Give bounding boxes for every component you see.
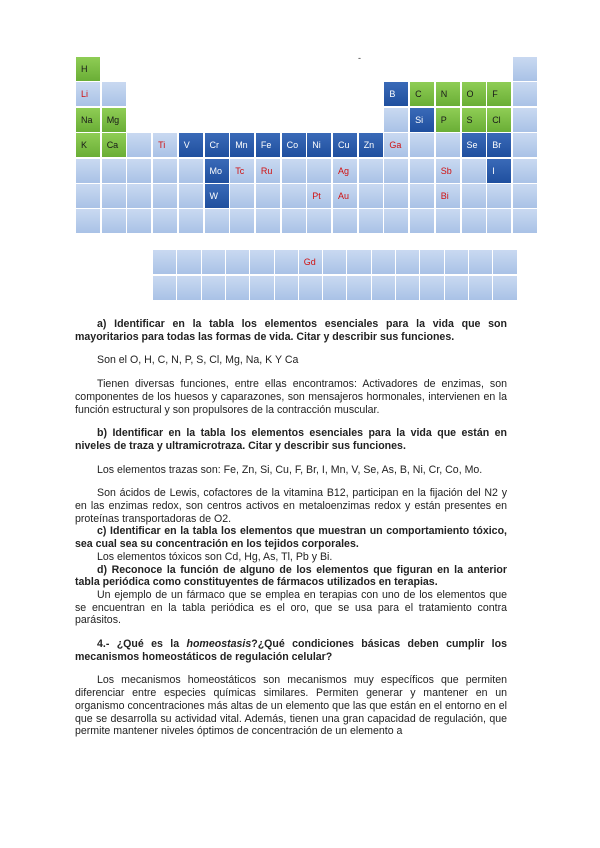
question-4 (75, 638, 507, 663)
element-b: B (383, 81, 409, 107)
empty-cell (249, 275, 275, 301)
element-na: Na (75, 107, 101, 133)
element-p: P (435, 107, 461, 133)
element-s: S (461, 107, 487, 133)
empty-cell (281, 208, 307, 234)
empty-cell (201, 275, 227, 301)
empty-cell (461, 208, 487, 234)
empty-cell (178, 158, 204, 184)
empty-cell (152, 275, 178, 301)
answer-c: Los elementos tóxicos son Cd, Hg, As, Tl, Pb y Bi. (97, 550, 333, 563)
empty-cell (322, 275, 348, 301)
empty-cell (383, 208, 409, 234)
element-mg: Mg (101, 107, 127, 133)
empty-cell (492, 249, 518, 275)
empty-cell (492, 275, 518, 301)
element-au: Au (332, 183, 358, 209)
empty-cell (444, 249, 470, 275)
empty-cell (461, 183, 487, 209)
empty-cell (435, 208, 461, 234)
empty-cell (201, 249, 227, 275)
stray-dash: - (358, 53, 361, 63)
q4-suffix: ?¿Qué condiciones básicas deben cumplir los mecanismos homeostáticos de regulación celular? (75, 638, 507, 663)
empty-cell (225, 275, 251, 301)
element-mn: Mn (229, 132, 255, 158)
empty-cell (229, 208, 255, 234)
empty-cell (383, 107, 409, 133)
empty-cell (409, 208, 435, 234)
empty-cell (281, 183, 307, 209)
empty-cell (383, 183, 409, 209)
question-c: c) Identificar en la tabla los elementos que muestran un comportamiento tóxico, sea cual sea su concentración en los tejidos corporales. (75, 525, 507, 551)
empty-cell (75, 208, 101, 234)
empty-cell (512, 81, 538, 107)
element-zn: Zn (358, 132, 384, 158)
element-f: F (486, 81, 512, 107)
empty-cell (512, 132, 538, 158)
answer-4: Los mecanismos homeostáticos son mecanismos muy específicos que permiten diferenciar entre especies químicas similares. Permiten generar y mantener en un organismo concentraciones más altas de un elemento que las que están en el entorno en el que se desarrolla su actividad vital. Además, tienen una gran capacidad de regulación, que permite mantener niveles óptimos de concentración de un elemento a (75, 674, 507, 738)
empty-cell (126, 208, 152, 234)
q4-prefix: 4.- ¿Qué es la (97, 638, 187, 651)
empty-cell (409, 183, 435, 209)
element-cl: Cl (486, 107, 512, 133)
element-sb: Sb (435, 158, 461, 184)
empty-cell (152, 158, 178, 184)
empty-cell (306, 208, 332, 234)
empty-cell (346, 275, 372, 301)
element-gd: Gd (298, 249, 324, 275)
empty-cell (152, 249, 178, 275)
empty-cell (322, 249, 348, 275)
empty-cell (176, 249, 202, 275)
empty-cell (358, 158, 384, 184)
q4-italic-term: homeostasis (186, 638, 252, 651)
element-v: V (178, 132, 204, 158)
empty-cell (435, 132, 461, 158)
empty-cell (419, 249, 445, 275)
element-br: Br (486, 132, 512, 158)
empty-cell (274, 275, 300, 301)
empty-cell (358, 183, 384, 209)
empty-cell (332, 208, 358, 234)
empty-cell (358, 208, 384, 234)
empty-cell (255, 208, 281, 234)
answer-a-elements: Son el O, H, C, N, P, S, Cl, Mg, Na, K Y Ca (97, 354, 299, 367)
empty-cell (409, 158, 435, 184)
empty-cell (371, 249, 397, 275)
element-li: Li (75, 81, 101, 107)
empty-cell (249, 249, 275, 275)
empty-cell (306, 158, 332, 184)
empty-cell (229, 183, 255, 209)
empty-cell (101, 208, 127, 234)
element-ni: Ni (306, 132, 332, 158)
element-fe: Fe (255, 132, 281, 158)
empty-cell (178, 183, 204, 209)
empty-cell (512, 208, 538, 234)
empty-cell (298, 275, 324, 301)
empty-cell (512, 56, 538, 82)
empty-cell (468, 275, 494, 301)
element-i: I (486, 158, 512, 184)
element-mo: Mo (204, 158, 230, 184)
answer-d: Un ejemplo de un fármaco que se emplea en terapias con uno de los elementos que se encuentran en la tabla periódica es el oro, que se usa para el tratamiento contra parásitos. (75, 588, 507, 627)
element-ca: Ca (101, 132, 127, 158)
element-ag: Ag (332, 158, 358, 184)
empty-cell (512, 107, 538, 133)
answer-a-functions: Tienen diversas funciones, entre ellas encontramos: Activadores de enzimas, son componentes de los huesos y caparazones, son mensajeros hormonales, intervienen en la función estructural y son propulsores de la contracción muscular. (75, 378, 507, 416)
element-w: W (204, 183, 230, 209)
element-k: K (75, 132, 101, 158)
empty-cell (346, 249, 372, 275)
empty-cell (486, 183, 512, 209)
element-tc: Tc (229, 158, 255, 184)
element-ru: Ru (255, 158, 281, 184)
empty-cell (444, 275, 470, 301)
empty-cell (281, 158, 307, 184)
empty-cell (178, 208, 204, 234)
empty-cell (461, 158, 487, 184)
empty-cell (468, 249, 494, 275)
empty-cell (126, 183, 152, 209)
element-cu: Cu (332, 132, 358, 158)
empty-cell (225, 249, 251, 275)
element-bi: Bi (435, 183, 461, 209)
empty-cell (126, 158, 152, 184)
empty-cell (176, 275, 202, 301)
empty-cell (512, 183, 538, 209)
empty-cell (152, 208, 178, 234)
document-body (75, 318, 507, 738)
element-h: H (75, 56, 101, 82)
question-d: d) Reconoce la función de alguno de los elementos que figuran en la anterior tabla periódica como constituyentes de fármacos utilizados en terapias. (75, 563, 507, 589)
empty-cell (204, 208, 230, 234)
empty-cell (255, 183, 281, 209)
empty-cell (101, 81, 127, 107)
element-si: Si (409, 107, 435, 133)
empty-cell (274, 249, 300, 275)
empty-cell (371, 275, 397, 301)
answer-b-functions: Son ácidos de Lewis, cofactores de la vitamina B12, participan en la fijación del N2 y en las enzimas redox, son centros activos en metaloenzimas redox y están presentes en proteínas transportadoras de O2. (75, 487, 507, 525)
question-b: b) Identificar en la tabla los elementos esenciales para la vida que están en niveles de traza y ultramicrotraza. Citar y describir sus funciones. (75, 427, 507, 452)
element-o: O (461, 81, 487, 107)
element-ga: Ga (383, 132, 409, 158)
empty-cell (101, 183, 127, 209)
empty-cell (486, 208, 512, 234)
empty-cell (75, 158, 101, 184)
empty-cell (126, 132, 152, 158)
question-a: a) Identificar en la tabla los elementos esenciales para la vida que son mayoritarios para todas las formas de vida. Citar y describir sus funciones. (75, 318, 507, 343)
element-co: Co (281, 132, 307, 158)
empty-cell (419, 275, 445, 301)
answer-b-elements: Los elementos trazas son: Fe, Zn, Si, Cu, F, Br, I, Mn, V, Se, As, B, Ni, Cr, Co, Mo. (97, 463, 483, 476)
empty-cell (75, 183, 101, 209)
empty-cell (395, 275, 421, 301)
empty-cell (395, 249, 421, 275)
element-ti: Ti (152, 132, 178, 158)
element-c: C (409, 81, 435, 107)
empty-cell (152, 183, 178, 209)
element-n: N (435, 81, 461, 107)
element-pt: Pt (306, 183, 332, 209)
empty-cell (409, 132, 435, 158)
empty-cell (101, 158, 127, 184)
element-cr: Cr (204, 132, 230, 158)
empty-cell (512, 158, 538, 184)
empty-cell (383, 158, 409, 184)
element-se: Se (461, 132, 487, 158)
